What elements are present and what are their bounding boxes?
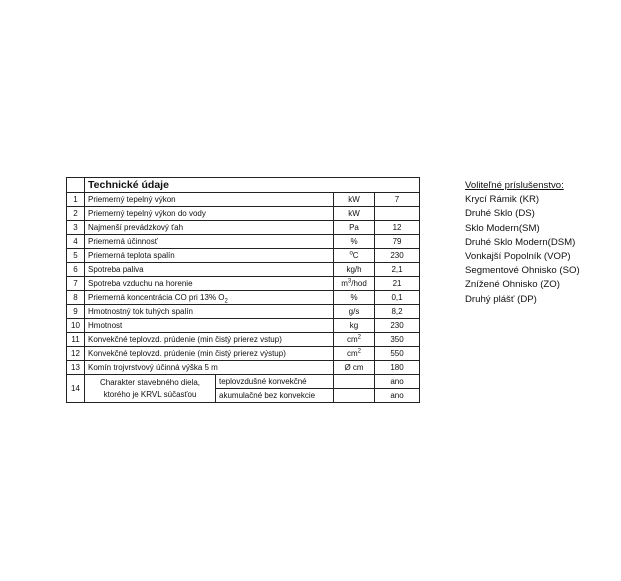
unit-text: cm [346, 335, 358, 344]
row-unit: kg/h [334, 263, 375, 277]
unit-suffix: /hod [351, 279, 367, 288]
accessory-item: Krycí Rámik (KR) [465, 194, 540, 206]
accessory-item: Druhé Sklo Modern(DSM) [465, 236, 576, 248]
row-value: 230 [375, 249, 420, 263]
table-row-14a [67, 375, 420, 389]
row-value: 550 [375, 347, 420, 361]
accessory-item: Vonkajší Popolník (VOP) [465, 251, 571, 263]
row-label-text: Priemerná koncentrácia CO pri 13% O [88, 293, 225, 302]
unit-superscript: 3 [347, 278, 352, 285]
row-number: 5 [67, 249, 85, 263]
row-label: Hmotnost [85, 319, 334, 333]
row-label: Spotreba paliva [85, 263, 334, 277]
row-value: ano [375, 375, 420, 389]
unit-text: m [341, 279, 348, 288]
row-label: Hmotnostný tok tuhých spalín [85, 305, 334, 319]
row-unit: % [334, 291, 375, 305]
table-row [67, 193, 420, 207]
technical-data-table [66, 177, 420, 403]
row-label: Konvekčné teplovzd. prúdenie (min čistý prierez výstup) [85, 347, 334, 361]
row-unit: kg [334, 319, 375, 333]
row-unit-empty [334, 375, 375, 389]
row-number: 10 [67, 319, 85, 333]
row-number: 12 [67, 347, 85, 361]
row-label: Priemerný tepelný výkon do vody [85, 207, 334, 221]
row-label: Najmenší prevádzkový ťah [85, 221, 334, 235]
row-label: Priemerná účinnosť [85, 235, 334, 249]
unit-text: C [352, 251, 359, 260]
table-row [67, 305, 420, 319]
unit-superscript: 2 [357, 334, 361, 341]
row-label: Konvekčné teplovzd. prúdenie (min čistý prierez vstup) [85, 333, 334, 347]
row-unit-empty [334, 389, 375, 403]
row-number: 1 [67, 193, 85, 207]
table-row [67, 249, 420, 263]
unit-superscript: o [349, 250, 353, 257]
row-unit: kW [334, 207, 375, 221]
row-unit: Pa [334, 221, 375, 235]
row-value: 2,1 [375, 263, 420, 277]
row-value [375, 207, 420, 221]
table-row [67, 263, 420, 277]
row-number: 8 [67, 291, 85, 305]
row-label: Charakter stavebného diela, ktorého je KRVL súčasťou [85, 375, 216, 403]
unit-superscript: 2 [357, 348, 361, 355]
row-unit [334, 333, 375, 347]
accessories-title: Voliteľné príslušenstvo: [465, 180, 564, 191]
unit-text: cm [346, 349, 358, 358]
row-value: 8,2 [375, 305, 420, 319]
row-label: Priemerný tepelný výkon [85, 193, 334, 207]
label-subscript: 2 [224, 298, 228, 305]
row-unit [334, 277, 375, 291]
row-value: 79 [375, 235, 420, 249]
accessory-item: Druhý plášť (DP) [465, 293, 537, 305]
row-unit [334, 347, 375, 361]
row-value: 12 [375, 221, 420, 235]
row-number: 9 [67, 305, 85, 319]
row-label [85, 291, 334, 305]
row-unit: kW [334, 193, 375, 207]
row-unit: g/s [334, 305, 375, 319]
table-row [67, 291, 420, 305]
table-row [67, 207, 420, 221]
row-number: 4 [67, 235, 85, 249]
row-number: 11 [67, 333, 85, 347]
row-number: 3 [67, 221, 85, 235]
row-sublabel: teplovzdušné konvekčné [216, 375, 334, 389]
table-row [67, 319, 420, 333]
table-row [67, 333, 420, 347]
accessory-item: Znížené Ohnisko (ZO) [465, 279, 560, 291]
row-value: 180 [375, 361, 420, 375]
row-value: 350 [375, 333, 420, 347]
row-number: 6 [67, 263, 85, 277]
row-number: 7 [67, 277, 85, 291]
row-value: 7 [375, 193, 420, 207]
row-label: Komín trojvrstvový účinná výška 5 m [85, 361, 334, 375]
accessory-item: Segmentové Ohnisko (SO) [465, 265, 580, 277]
table-row [67, 277, 420, 291]
row-unit: Ø cm [334, 361, 375, 375]
row-value: 230 [375, 319, 420, 333]
table-row [67, 361, 420, 375]
row-label: Priemerná teplota spalín [85, 249, 334, 263]
row-number: 13 [67, 361, 85, 375]
accessory-item: Druhé Sklo (DS) [465, 208, 535, 220]
row-unit [334, 249, 375, 263]
row-label: Spotreba vzduchu na horenie [85, 277, 334, 291]
row-value: 21 [375, 277, 420, 291]
row-number: 14 [67, 375, 85, 403]
row-sublabel: akumulačné bez konvekcie [216, 389, 334, 403]
row-value: 0,1 [375, 291, 420, 305]
table-row [67, 235, 420, 249]
row-value: ano [375, 389, 420, 403]
table-title-row [67, 178, 420, 193]
table-row [67, 221, 420, 235]
table-title: Technické údaje [85, 178, 420, 193]
row-number: 2 [67, 207, 85, 221]
optional-accessories [465, 179, 615, 307]
accessory-item: Sklo Modern(SM) [465, 222, 540, 234]
row-unit: % [334, 235, 375, 249]
table-row [67, 347, 420, 361]
